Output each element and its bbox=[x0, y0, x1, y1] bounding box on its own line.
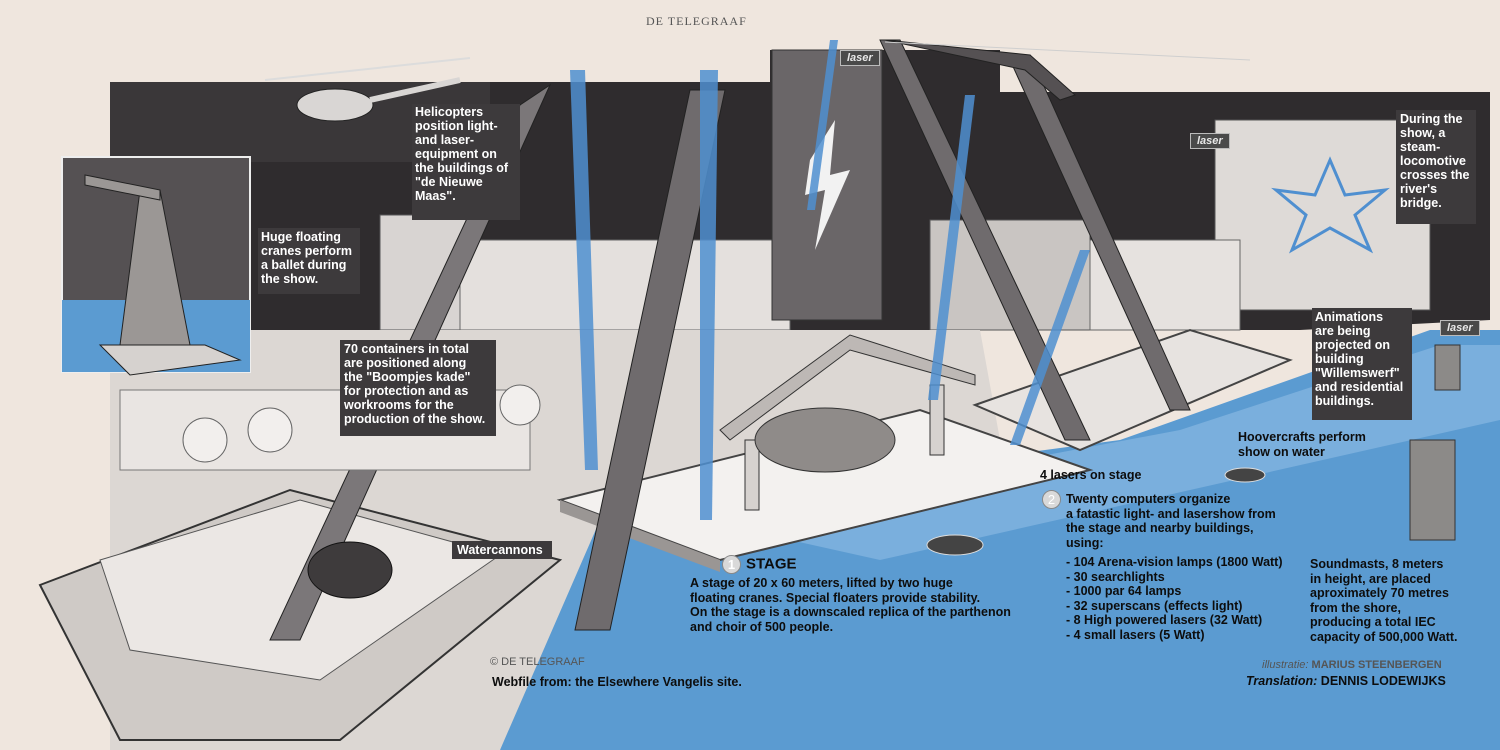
watercannons-annotation: Watercannons bbox=[457, 543, 543, 557]
watercannon-drum bbox=[308, 542, 392, 598]
computers-intro: Twenty computers organize a fatastic light- and lasershow from the stage and nearby buildings, using: bbox=[1066, 492, 1276, 550]
tree bbox=[248, 408, 292, 452]
equipment-item: - 1000 par 64 lamps bbox=[1066, 584, 1182, 599]
helicopter bbox=[297, 89, 373, 121]
stage-description: A stage of 20 x 60 meters, lifted by two huge floating cranes. Special floaters provide stability. On the stage is a downscaled replica of the parthenon and choir of 500 people. bbox=[690, 576, 1011, 634]
illustrator-name: MARIUS STEENBERGEN bbox=[1311, 659, 1442, 671]
webfile-credit: Webfile from: the Elsewhere Vangelis site. bbox=[492, 675, 742, 689]
lasers-on-stage-annotation: 4 lasers on stage bbox=[1040, 468, 1142, 482]
illustration-credit bbox=[1262, 659, 1442, 671]
animations-annotation: Animations are being projected on building "Willemswerf" and residential buildings. bbox=[1315, 310, 1404, 408]
hoovercraft bbox=[927, 535, 983, 555]
soundmasts-annotation: Soundmasts, 8 meters in height, are placed aproximately 70 metres from the shore, producing a total IEC capacity of 500,000 Watt. bbox=[1310, 557, 1458, 644]
parthenon-column-1 bbox=[745, 440, 759, 510]
equipment-item: - 30 searchlights bbox=[1066, 569, 1165, 584]
locomotive-annotation: During the show, a steam- locomotive crosses the river's bridge. bbox=[1400, 112, 1470, 210]
translation-credit bbox=[1246, 674, 1446, 688]
building-mid bbox=[460, 240, 790, 330]
equipment-item: - 8 High powered lasers (32 Watt) bbox=[1066, 613, 1263, 628]
computers-number-badge: 2 bbox=[1042, 490, 1061, 509]
newspaper-header: DE TELEGRAAF bbox=[646, 14, 747, 28]
equipment-item: - 4 small lasers (5 Watt) bbox=[1066, 627, 1205, 642]
computers-heading bbox=[1042, 490, 1066, 509]
stage-heading bbox=[722, 555, 797, 574]
cranes-annotation: Huge floating cranes perform a ballet during the show. bbox=[261, 230, 353, 286]
hoovercraft bbox=[1225, 468, 1265, 482]
laser-tag: laser bbox=[1440, 320, 1480, 336]
soundmast bbox=[1435, 345, 1460, 390]
laser-tag: laser bbox=[840, 50, 880, 66]
tree bbox=[500, 385, 540, 425]
laser-tag: laser bbox=[1190, 133, 1230, 149]
equipment-item: - 32 superscans (effects light) bbox=[1066, 598, 1243, 613]
containers-annotation: 70 containers in total are positioned along the "Boompjes kade" for protection and as workrooms for the production of the show. bbox=[344, 342, 486, 426]
soundmast bbox=[1410, 440, 1455, 540]
illustration-prefix: illustratie: bbox=[1262, 659, 1309, 671]
choir bbox=[755, 408, 895, 472]
copyright: © DE TELEGRAAF bbox=[490, 656, 585, 668]
translation-prefix: Translation: bbox=[1246, 674, 1318, 688]
helicopter-rotor bbox=[265, 58, 470, 80]
tree bbox=[183, 418, 227, 462]
helicopters-annotation: Helicopters position light- and laser- equipment on the buildings of "de Nieuwe Maas". bbox=[415, 105, 509, 203]
stage-title: STAGE bbox=[746, 555, 797, 573]
equipment-list bbox=[1066, 555, 1283, 643]
stage-number-badge: 1 bbox=[722, 555, 741, 574]
equipment-item: - 104 Arena-vision lamps (1800 Watt) bbox=[1066, 555, 1283, 569]
translator-name: DENNIS LODEWIJKS bbox=[1320, 674, 1446, 688]
hoovercrafts-annotation: Hoovercrafts perform show on water bbox=[1238, 430, 1366, 459]
